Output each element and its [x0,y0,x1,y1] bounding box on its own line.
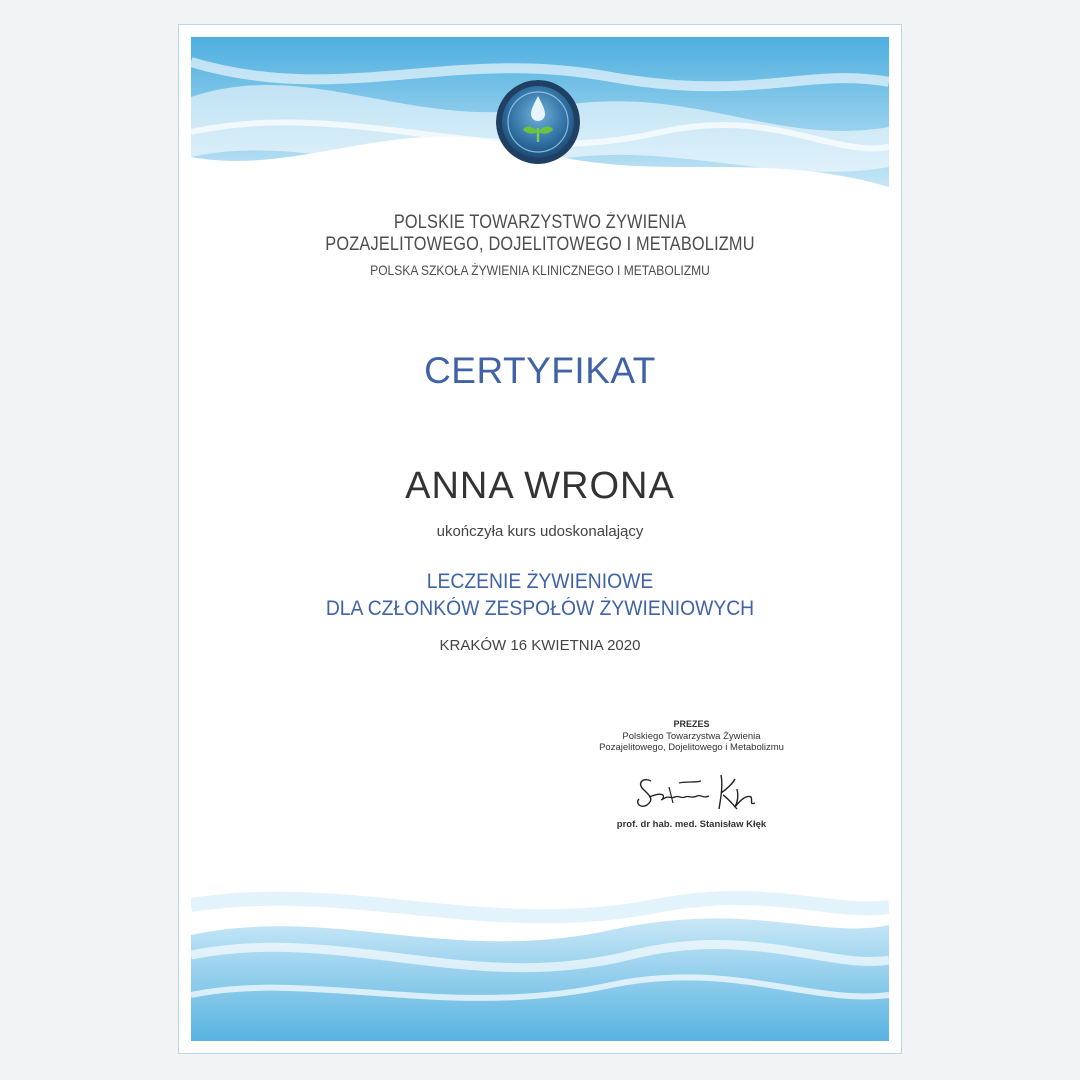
organization-name-line1: POLSKIE TOWARZYSTWO ŻYWIENIA [393,212,687,233]
completion-statement: ukończyła kurs udoskonalający [436,523,644,540]
signatory-org-line2: Pozajelitowego, Dojelitowego i Metabolizmu [599,742,784,753]
certificate-title: CERTYFIKAT [424,350,656,391]
course-name-line2: DLA CZŁONKÓW ZESPOŁÓW ŻYWIENIOWYCH [325,597,755,620]
handwritten-signature [629,769,765,815]
bottom-wave-decoration [191,845,889,1041]
signatory-role: PREZES [673,719,710,729]
place-and-date: KRAKÓW 16 KWIETNIA 2020 [439,637,641,654]
certificate-sheet [178,24,902,1054]
signatory-name: prof. dr hab. med. Stanisław Kłęk [616,819,767,830]
organization-name-line2: POZAJELITOWEGO, DOJELITOWEGO I METABOLIZMU [325,234,755,255]
water-drop-sprout-logo [496,80,580,164]
signatory-org-line1: Polskiego Towarzystwa Żywienia [622,731,761,742]
school-name: POLSKA SZKOŁA ŻYWIENIA KLINICZNEGO I METABOLIZMU [370,262,710,278]
course-name-line1: LECZENIE ŻYWIENIOWE [426,570,654,593]
recipient-name: ANNA WRONA [405,465,675,507]
